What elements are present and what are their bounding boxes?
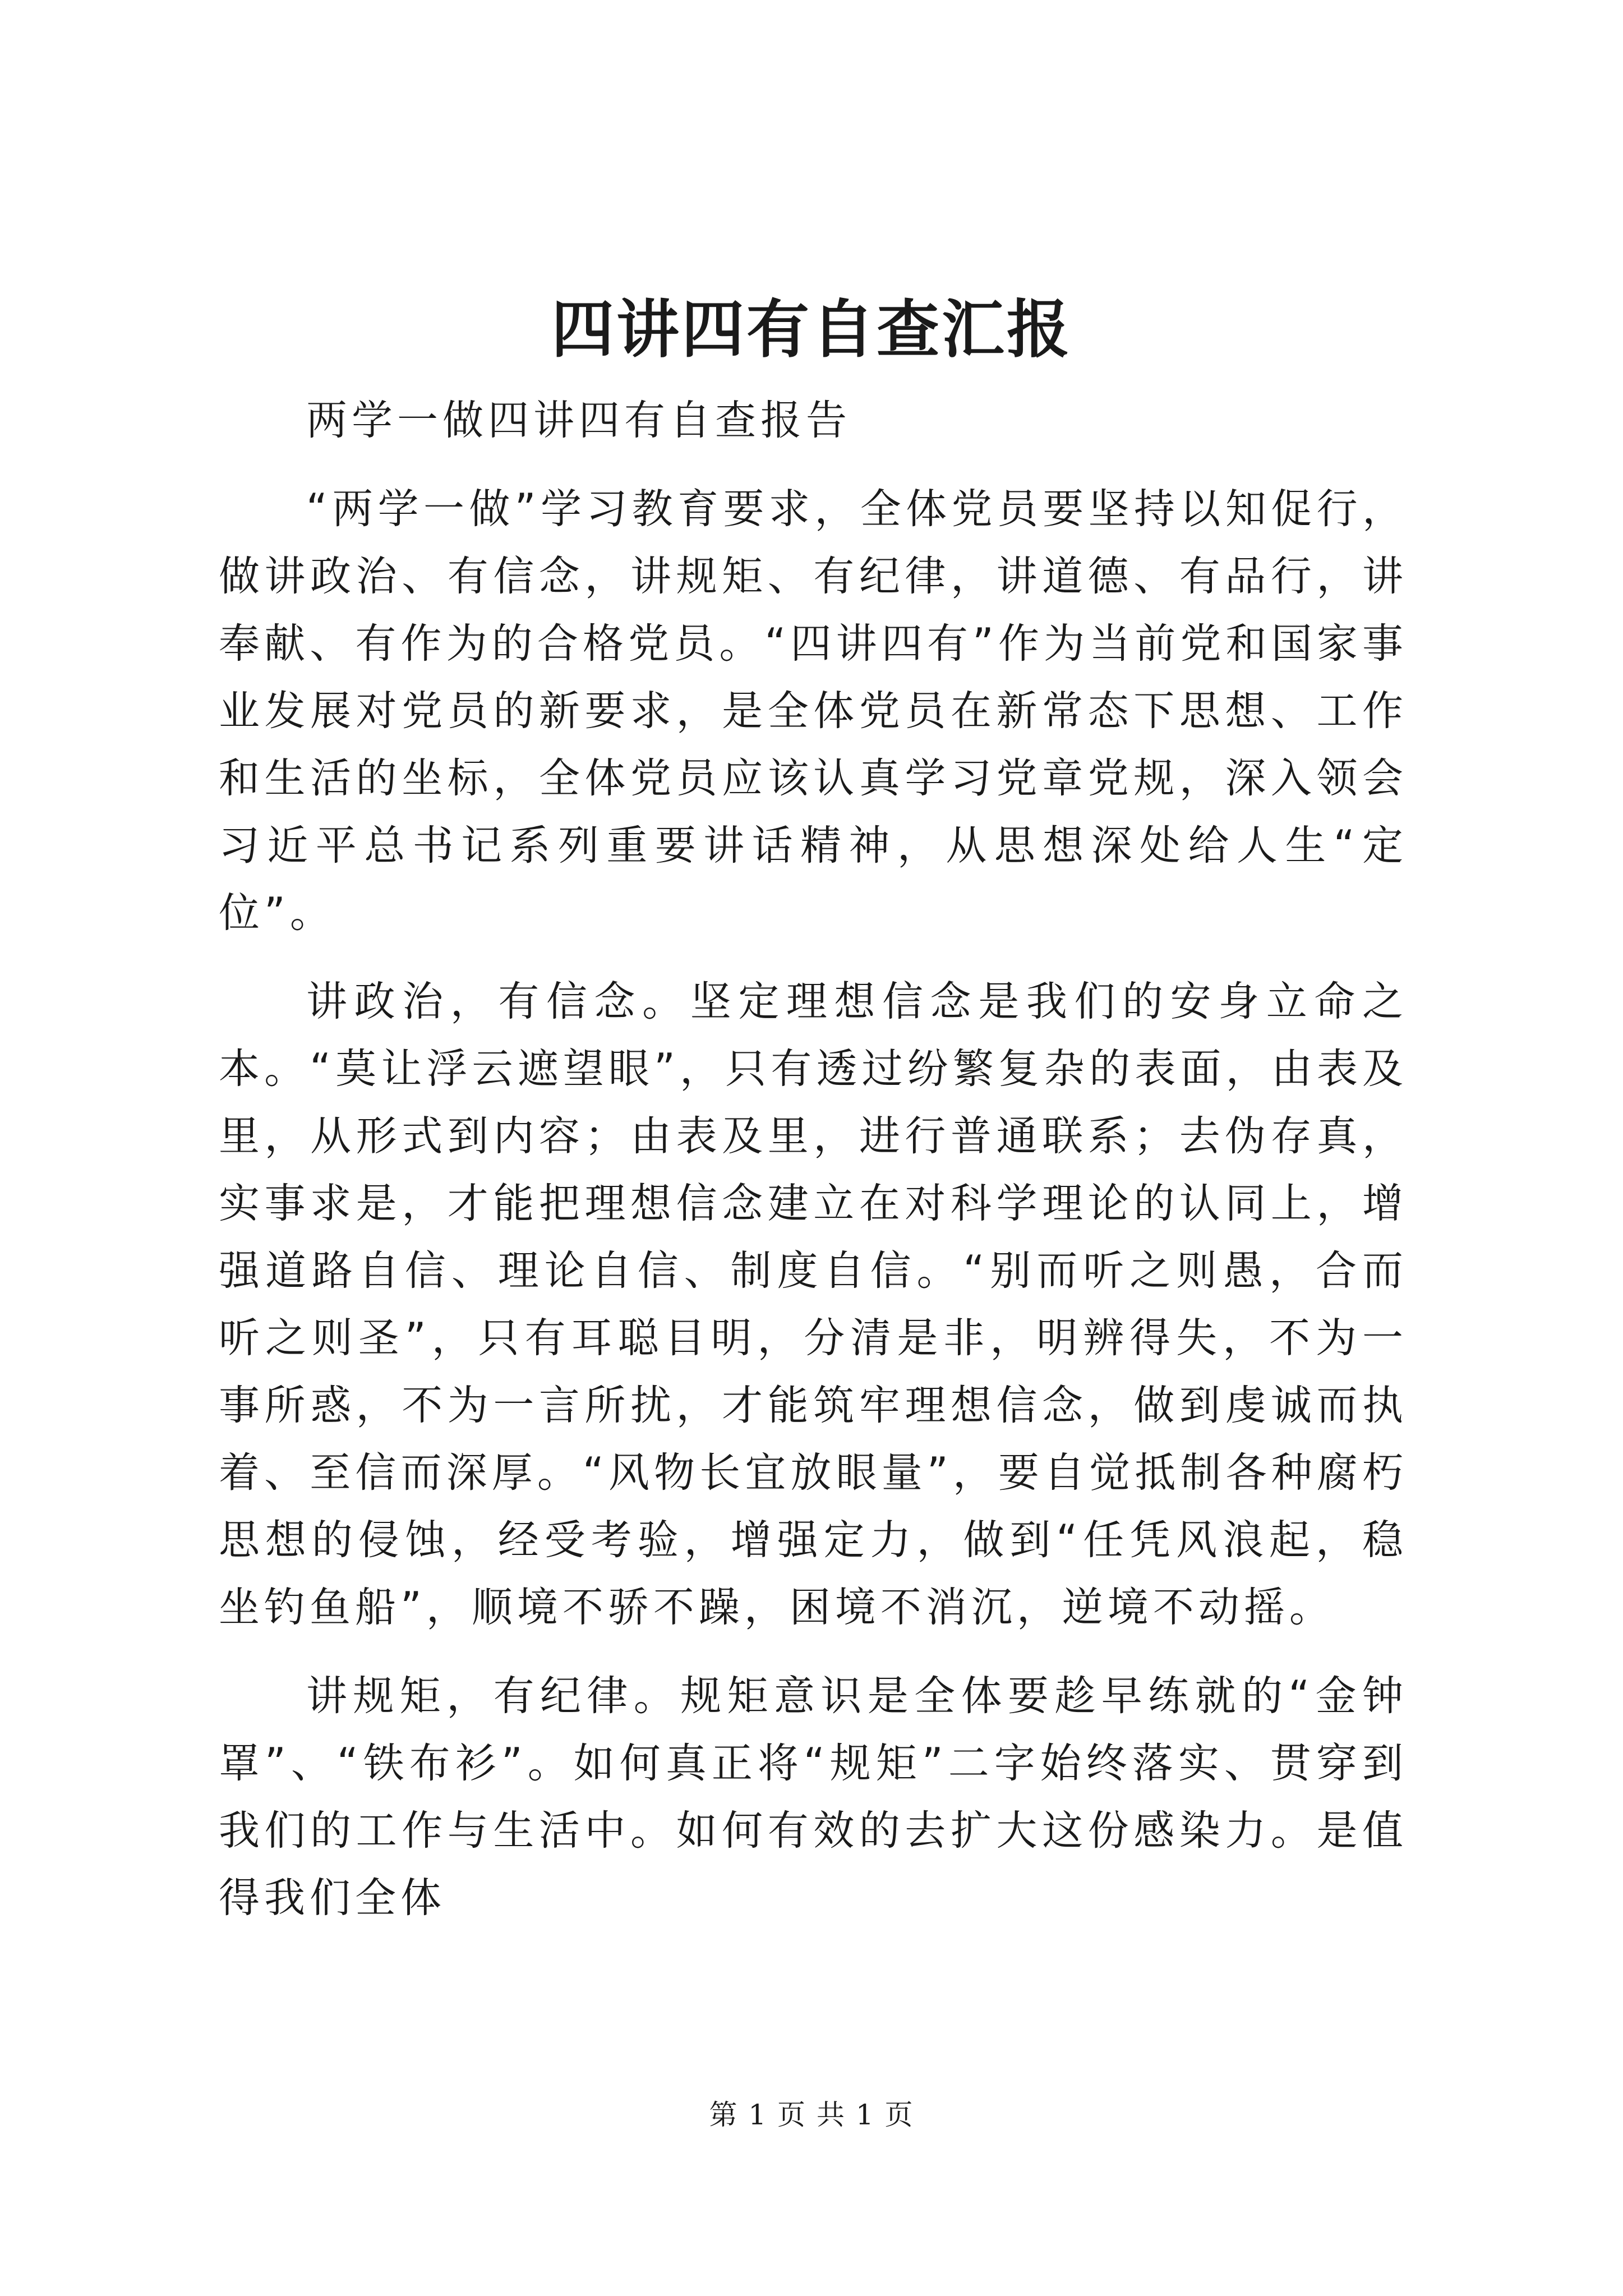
document-subtitle: 两学一做四讲四有自查报告 xyxy=(306,397,851,444)
page-footer: 第 1 页 共 1 页 xyxy=(709,2099,914,2131)
document-body xyxy=(219,387,1408,1953)
paragraph-politics: 讲政治，有信念。坚定理想信念是我们的安身立命之本。“莫让浮云遮望眼”，只有透过纷繁复杂的表面，由表及里，从形式到内容；由表及里，进行普通联系；去伪存真，实事求是，才能把理想信念建立在对科学理论的认同上，增强道路自信、理论自信、制度自信。“别而听之则愚，合而听之则圣”，只有耳聪目明，分清是非，明辨得失，不为一事所惑，不为一言所扰，才能筑牢理想信念，做到虔诚而执着、至信而深厚。“风物长宜放眼量”，要自觉抵制各种腐朽思想的侵蚀，经受考验，增强定力，做到“任凭风浪起，稳坐钓鱼船”，顺境不骄不躁，困境不消沉，逆境不动摇。 xyxy=(219,978,1408,1631)
document-title: 四讲四有自查汇报 xyxy=(551,293,1072,366)
paragraph-intro: “两学一做”学习教育要求，全体党员要坚持以知促行，做讲政治、有信念，讲规矩、有纪律，讲道德、有品行，讲奉献、有作为的合格党员。“四讲四有”作为当前党和国家事业发展对党员的新要求，是全体党员在新常态下思想、工作和生活的坐标，全体党员应该认真学习党章党规，深入领会习近平总书记系列重要讲话精神，从思想深处给人生“定位”。 xyxy=(219,485,1408,937)
paragraph-rules: 讲规矩，有纪律。规矩意识是全体要趁早练就的“金钟罩”、“铁布衫”。如何真正将“规矩”二字始终落实、贯穿到我们的工作与生活中。如何有效的去扩大这份感染力。是值得我们全体 xyxy=(219,1672,1408,1922)
